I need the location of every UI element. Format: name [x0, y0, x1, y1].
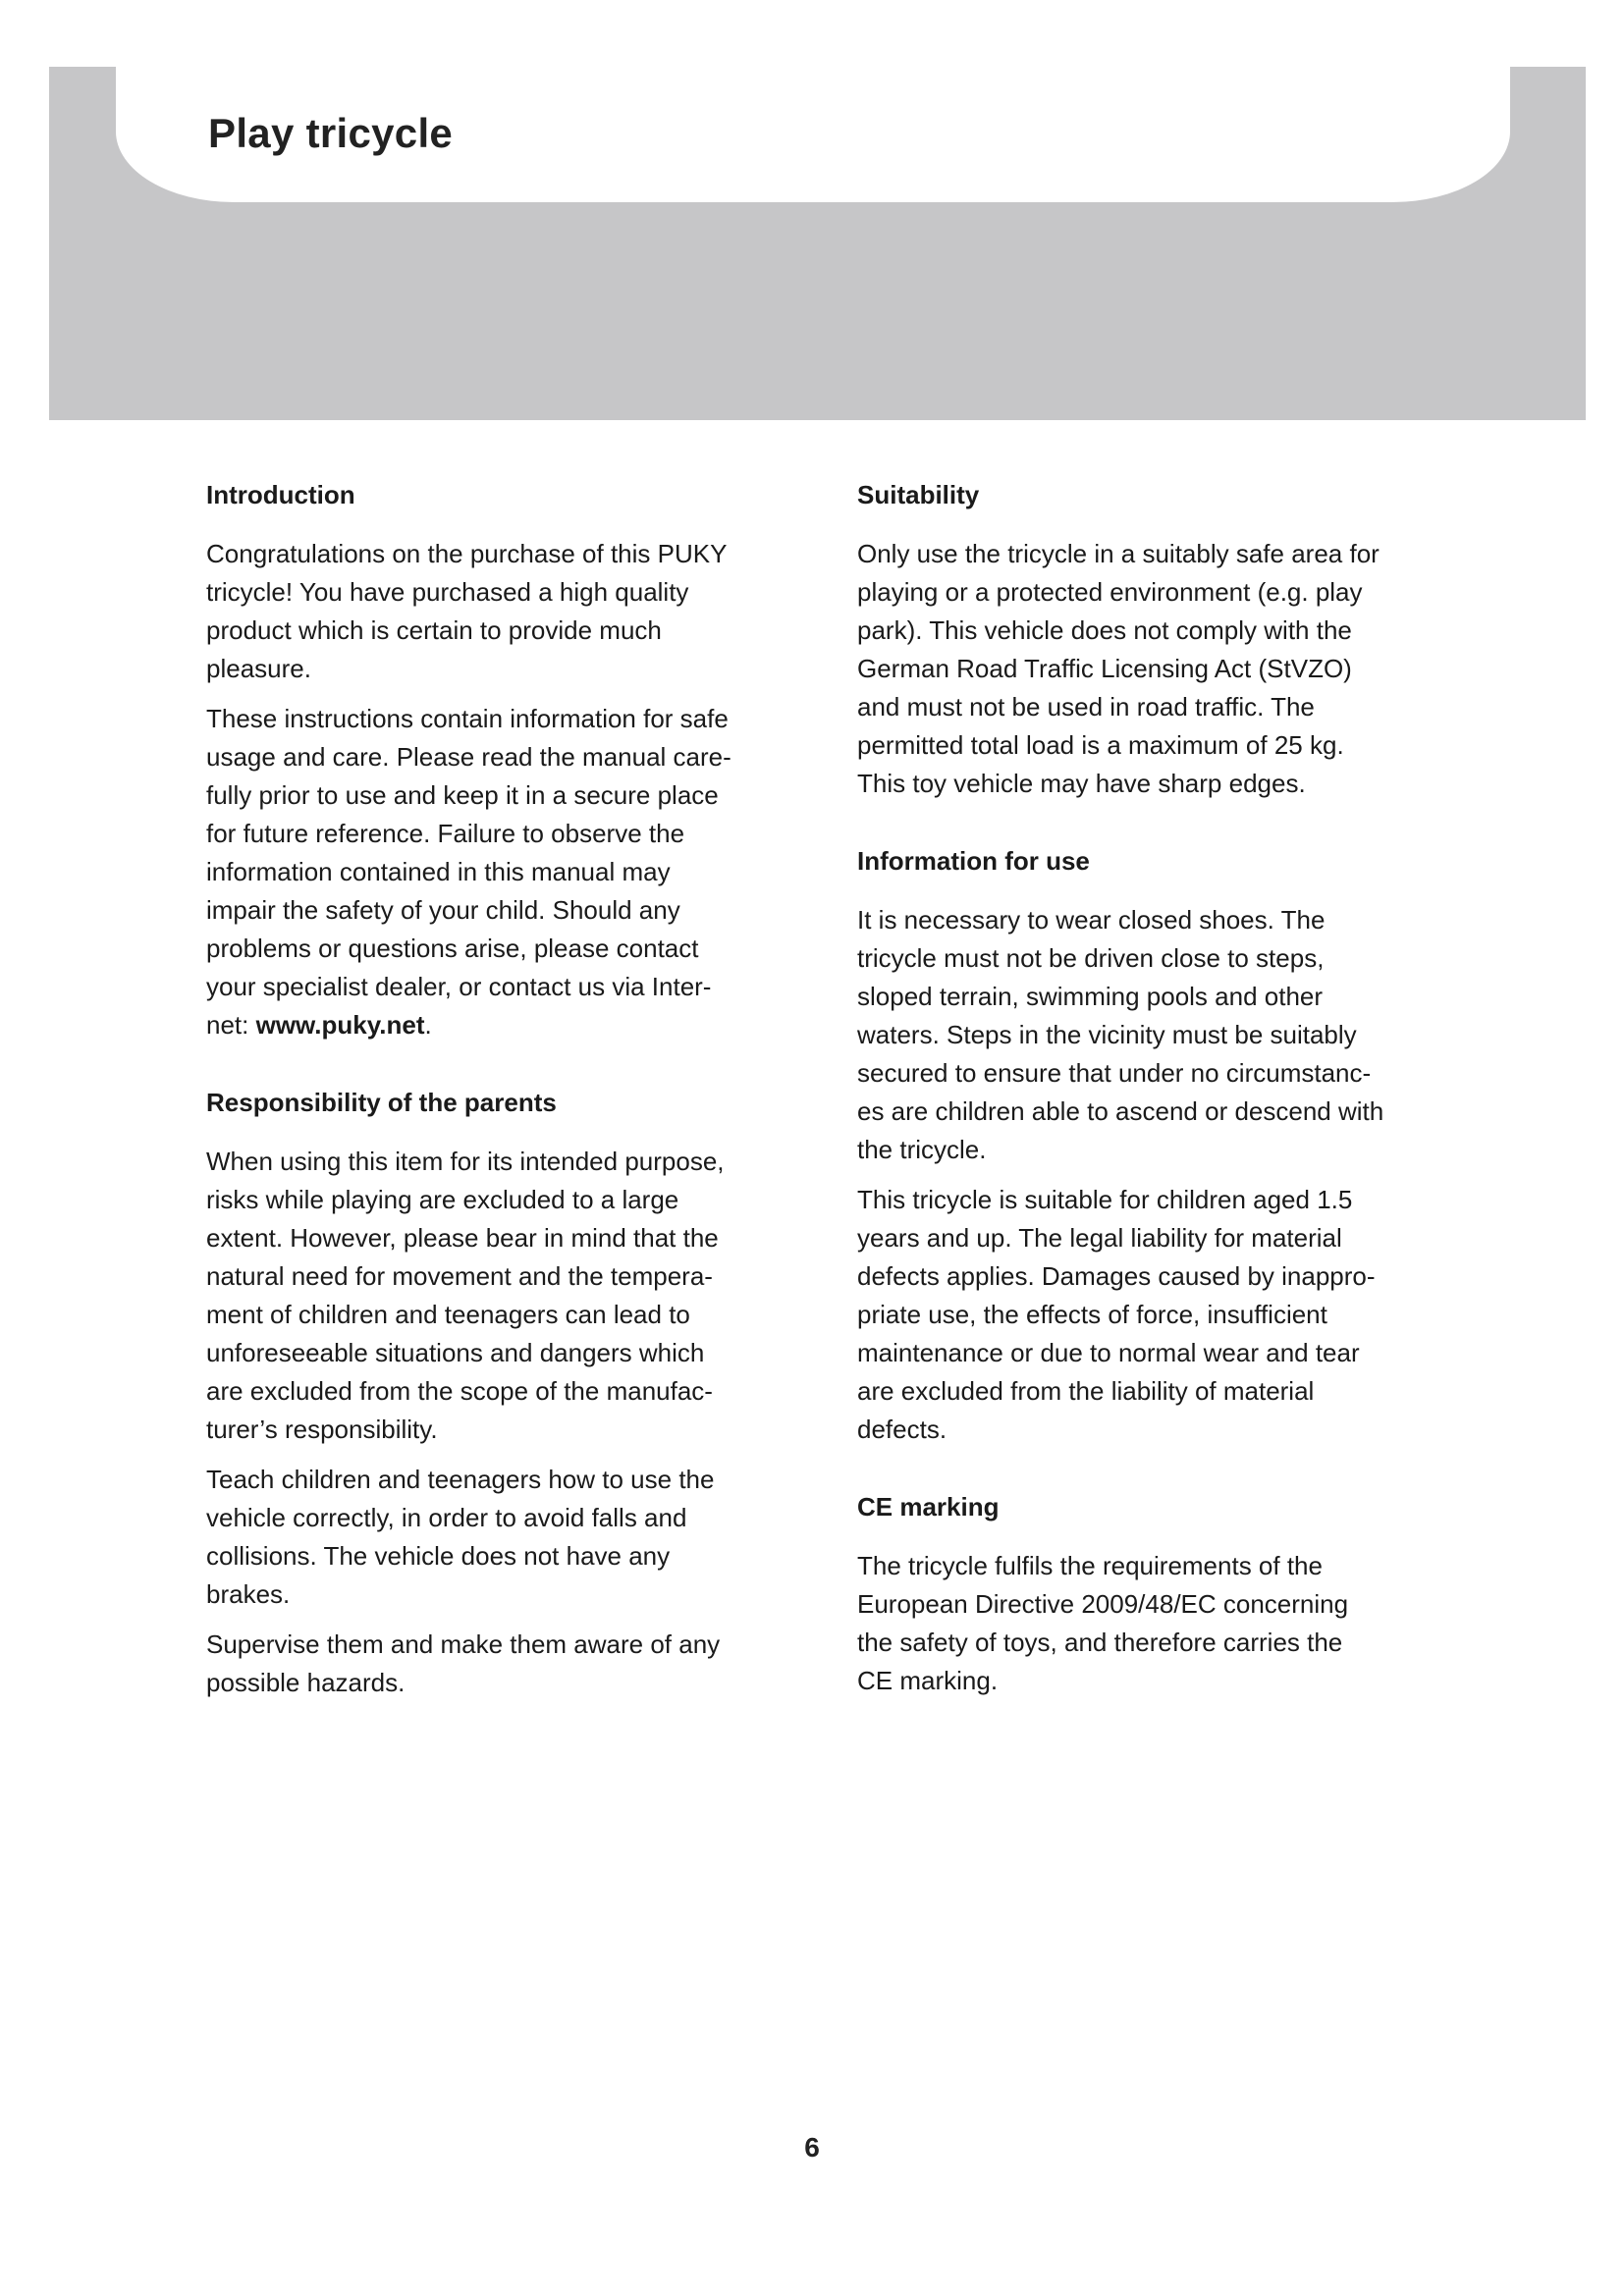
suitability-heading: Suitability [857, 480, 980, 509]
right-column [857, 476, 1446, 1739]
page-number: 6 [804, 2132, 820, 2163]
introduction-heading: Introduction [206, 480, 355, 509]
introduction-paragraph-1: Congratulations on the purchase of this PUKY tricycle! You have purchased a high quality product which is certain to provide much pleasure. [206, 539, 728, 683]
introduction-paragraph-2 [206, 700, 785, 1044]
responsibility-heading: Responsibility of the parents [206, 1088, 557, 1117]
responsibility-paragraph-3: Supervise them and make them aware of any possible hazards. [206, 1629, 721, 1697]
introduction-section [206, 476, 785, 1044]
responsibility-paragraph-2: Teach children and teenagers how to use the vehicle correctly, in order to avoid falls and collisions. The vehicle does not have any brakes. [206, 1465, 715, 1609]
introduction-paragraph-2-text: These instructions contain information for safe usage and care. Please read the manual care- fully prior to use and keep it in a secure place for future reference. Failure to observe the information contained in this manual may impair the safety of your child. Should any problems or questions arise, please contact your specialist dealer, or contact us via Inter- net: [206, 704, 731, 1040]
ce-marking-section [857, 1488, 1446, 1700]
suitability-section [857, 476, 1446, 803]
suitability-paragraph-1: Only use the tricycle in a suitably safe area for playing or a protected environment (e.g. play park). This vehicle does not comply with the German Road Traffic Licensing Act (StVZO) and must not be used in road traffic. The permitted total load is a maximum of 25 kg. This toy vehicle may have sharp edges. [857, 539, 1380, 798]
left-column [206, 476, 785, 1741]
information-for-use-section [857, 842, 1446, 1449]
ce-marking-paragraph-1: The tricycle fulfils the requirements of the European Directive 2009/48/EC concerning the safety of toys, and therefore carries the CE marking. [857, 1551, 1349, 1695]
information-for-use-paragraph-1: It is necessary to wear closed shoes. The tricycle must not be driven close to steps, sloped terrain, swimming pools and other waters. Steps in the vicinity must be suitably secured to ensure that under no circumstanc- es are children able to ascend or descend with the tricycle. [857, 905, 1384, 1164]
responsibility-section [206, 1084, 785, 1702]
puky-website-link[interactable]: www.puky.net [255, 1010, 425, 1040]
responsibility-paragraph-1: When using this item for its intended purpose, risks while playing are excluded to a large extent. However, please bear in mind that the natural need for movement and the tempera- ment of children and teenagers can lead to unforeseeable situations and dangers which are excluded from the scope of the manufac- turer’s responsibility. [206, 1147, 725, 1444]
information-for-use-paragraph-2: This tricycle is suitable for children aged 1.5 years and up. The legal liability for material defects applies. Damages caused by inappro- priate use, the effects of force, insufficient maintenance or due to normal wear and tear are excluded from the liability of material defects. [857, 1185, 1376, 1444]
introduction-paragraph-2-end: . [424, 1010, 432, 1040]
page-title: Play tricycle [208, 110, 454, 156]
information-for-use-heading: Information for use [857, 846, 1090, 876]
ce-marking-heading: CE marking [857, 1492, 1000, 1522]
